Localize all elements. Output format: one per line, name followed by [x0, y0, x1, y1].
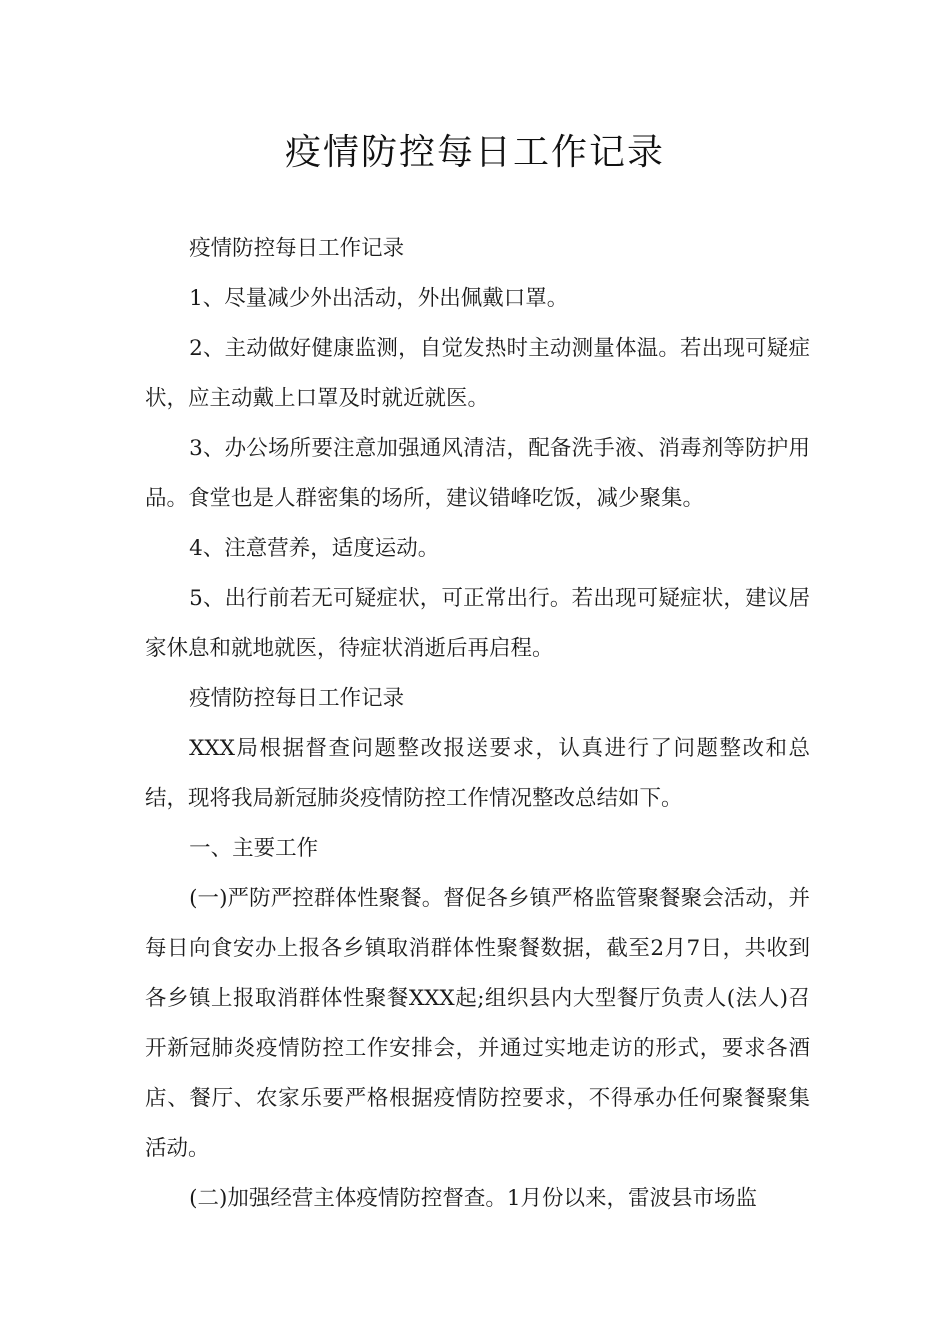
paragraph-10: (一)严防严控群体性聚餐。督促各乡镇严格监管聚餐聚会活动，并每日向食安办上报各乡镇取消群体性聚餐数据，截至2月7日，共收到各乡镇上报取消群体性聚餐XXX起;组织县内大型餐厅负责人(法人)召开新冠肺炎疫情防控工作安排会，并通过实地走访的形式，要求各酒店、餐厅、农家乐要严格根据疫情防控要求，不得承办任何聚餐聚集活动。	[145, 886, 810, 1161]
document-body	[145, 224, 810, 1224]
paragraph-3: 2、主动做好健康监测，自觉发热时主动测量体温。若出现可疑症状，应主动戴上口罩及时就近就医。	[145, 336, 810, 411]
paragraph-6: 5、出行前若无可疑症状，可正常出行。若出现可疑症状，建议居家休息和就地就医，待症状消逝后再启程。	[145, 586, 810, 661]
document-title: 疫情防控每日工作记录	[284, 132, 665, 173]
paragraph-1: 疫情防控每日工作记录	[189, 236, 405, 261]
paragraph-8: XXX局根据督查问题整改报送要求，认真进行了问题整改和总结，现将我局新冠肺炎疫情防控工作情况整改总结如下。	[145, 736, 810, 811]
paragraph-4: 3、办公场所要注意加强通风清洁，配备洗手液、消毒剂等防护用品。食堂也是人群密集的场所，建议错峰吃饭，减少聚集。	[145, 436, 810, 511]
paragraph-11: (二)加强经营主体疫情防控督查。1月份以来，雷波县市场监	[189, 1186, 758, 1211]
paragraph-7: 疫情防控每日工作记录	[189, 686, 405, 711]
paragraph-2: 1、尽量减少外出活动，外出佩戴口罩。	[189, 286, 569, 311]
paragraph-9: 一、主要工作	[189, 836, 319, 861]
paragraph-5: 4、注意营养，适度运动。	[189, 536, 440, 561]
